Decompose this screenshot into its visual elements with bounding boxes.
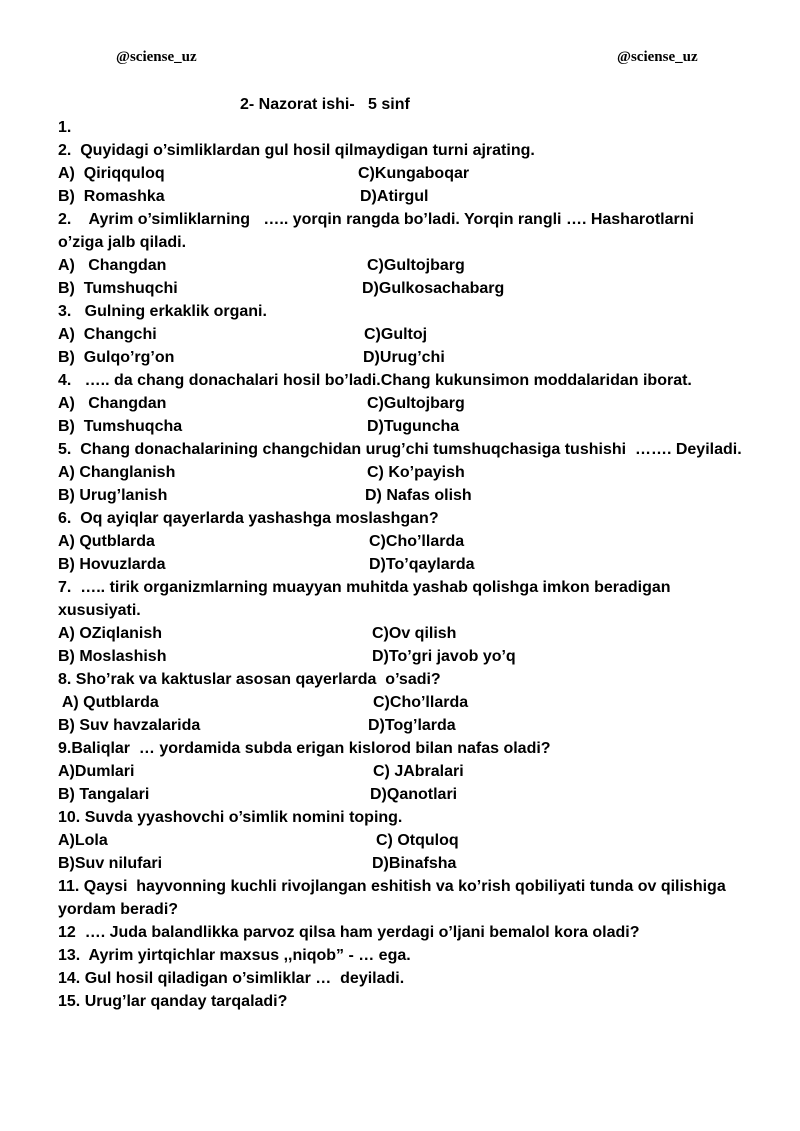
answer-options-row <box>58 829 778 852</box>
answer-option: B) Tumshuqchi <box>58 280 178 297</box>
answer-options-row <box>58 852 778 875</box>
question-line: 8. Sho’rak va kaktuslar asosan qayerlarda o’sadi? <box>58 671 441 688</box>
answer-option: D) Nafas olish <box>365 487 472 504</box>
answer-options-row <box>58 622 778 645</box>
answer-options-row <box>58 185 778 208</box>
answer-option: C) JAbralari <box>373 763 464 780</box>
question-line: 9.Baliqlar … yordamida subda erigan kislorod bilan nafas oladi? <box>58 740 551 757</box>
answer-option: D)To’qaylarda <box>369 556 475 573</box>
answer-option: B) Tumshuqcha <box>58 418 183 435</box>
answer-option: B) Urug’lanish <box>58 487 168 504</box>
answer-options-row <box>58 645 778 668</box>
answer-option: C)Gultojbarg <box>367 395 465 412</box>
question-line: xususiyati. <box>58 602 141 619</box>
answer-options-row <box>58 760 778 783</box>
question-line: 2. Ayrim o’simliklarning ….. yorqin rangda bo’ladi. Yorqin rangli …. Hasharotlarni <box>58 211 694 228</box>
question-line: 1. <box>58 119 72 136</box>
question-list <box>58 116 778 1013</box>
question-line: 15. Urug’lar qanday tarqaladi? <box>58 993 288 1010</box>
answer-option: A) Changlanish <box>58 464 176 481</box>
answer-options-row <box>58 553 778 576</box>
answer-option: A) OZiqlanish <box>58 625 162 642</box>
answer-options-row <box>58 254 778 277</box>
answer-options-row <box>58 415 778 438</box>
answer-options-row <box>58 714 778 737</box>
answer-option: D)Urug’chi <box>363 349 445 366</box>
answer-option: A) Qutblarda <box>58 694 159 711</box>
document-title: 2- Nazorat ishi- 5 sinf <box>240 96 410 113</box>
answer-option: A) Qutblarda <box>58 533 155 550</box>
question-line: 3. Gulning erkaklik organi. <box>58 303 267 320</box>
answer-option: D)Tuguncha <box>367 418 460 435</box>
answer-option: A) Changdan <box>58 395 167 412</box>
answer-option: D)Qanotlari <box>370 786 458 803</box>
answer-options-row <box>58 484 778 507</box>
question-line: 5. Chang donachalarining changchidan urug’chi tumshuqchasiga tushishi ……. Deyiladi. <box>58 441 742 458</box>
question-line: o’ziga jalb qiladi. <box>58 234 187 251</box>
question-line: 14. Gul hosil qiladigan o’simliklar … deyiladi. <box>58 970 405 987</box>
answer-option: C)Cho’llarda <box>369 533 465 550</box>
answer-option: B) Moslashish <box>58 648 167 665</box>
answer-option: C)Gultoj <box>364 326 428 343</box>
answer-options-row <box>58 461 778 484</box>
answer-option: A) Changchi <box>58 326 157 343</box>
answer-option: A)Dumlari <box>58 763 135 780</box>
answer-option: A) Qiriqquloq <box>58 165 165 182</box>
question-line: 6. Oq ayiqlar qayerlarda yashashga moslashgan? <box>58 510 439 527</box>
answer-options-row <box>58 346 778 369</box>
answer-option: C) Ko’payish <box>367 464 465 481</box>
answer-option: B) Suv havzalarida <box>58 717 201 734</box>
answer-option: C)Kungaboqar <box>358 165 470 182</box>
question-line: 11. Qaysi hayvonning kuchli rivojlangan eshitish va ko’rish qobiliyati tunda ov qilishiga <box>58 878 726 895</box>
header-left-handle: @sciense_uz <box>116 49 197 65</box>
question-line: 4. ….. da chang donachalari hosil bo’ladi.Chang kukunsimon moddalaridan iborat. <box>58 372 692 389</box>
answer-options-row <box>58 530 778 553</box>
answer-option: D)Tog’larda <box>368 717 456 734</box>
answer-option: D)Binafsha <box>372 855 457 872</box>
question-line: 13. Ayrim yirtqichlar maxsus ,,niqob” - … ega. <box>58 947 411 964</box>
answer-option: D)To’gri javob yo’q <box>372 648 516 665</box>
answer-options-row <box>58 323 778 346</box>
answer-option: B) Tangalari <box>58 786 150 803</box>
answer-options-row <box>58 277 778 300</box>
question-line: 12 …. Juda balandlikka parvoz qilsa ham yerdagi o’ljani bemalol kora oladi? <box>58 924 640 941</box>
answer-option: A) Changdan <box>58 257 167 274</box>
answer-options-row <box>58 162 778 185</box>
answer-option: C)Ov qilish <box>372 625 457 642</box>
answer-option: B) Gulqo’rg’on <box>58 349 175 366</box>
question-line: 10. Suvda yyashovchi o’simlik nomini toping. <box>58 809 403 826</box>
answer-option: B)Suv nilufari <box>58 855 163 872</box>
answer-option: B) Hovuzlarda <box>58 556 166 573</box>
answer-option: D)Atirgul <box>360 188 429 205</box>
answer-options-row <box>58 691 778 714</box>
question-line: 7. ….. tirik organizmlarning muayyan muhitda yashab qolishga imkon beradigan <box>58 579 671 596</box>
header-right-handle: @sciense_uz <box>617 49 698 65</box>
question-line: 2. Quyidagi o’simliklardan gul hosil qilmaydigan turni ajrating. <box>58 142 535 159</box>
answer-options-row <box>58 783 778 806</box>
answer-option: C)Gultojbarg <box>367 257 465 274</box>
answer-options-row <box>58 392 778 415</box>
answer-option: D)Gulkosachabarg <box>362 280 505 297</box>
answer-option: A)Lola <box>58 832 108 849</box>
answer-option: C)Cho’llarda <box>373 694 469 711</box>
answer-option: C) Otquloq <box>376 832 459 849</box>
answer-option: B) Romashka <box>58 188 165 205</box>
question-line: yordam beradi? <box>58 901 179 918</box>
